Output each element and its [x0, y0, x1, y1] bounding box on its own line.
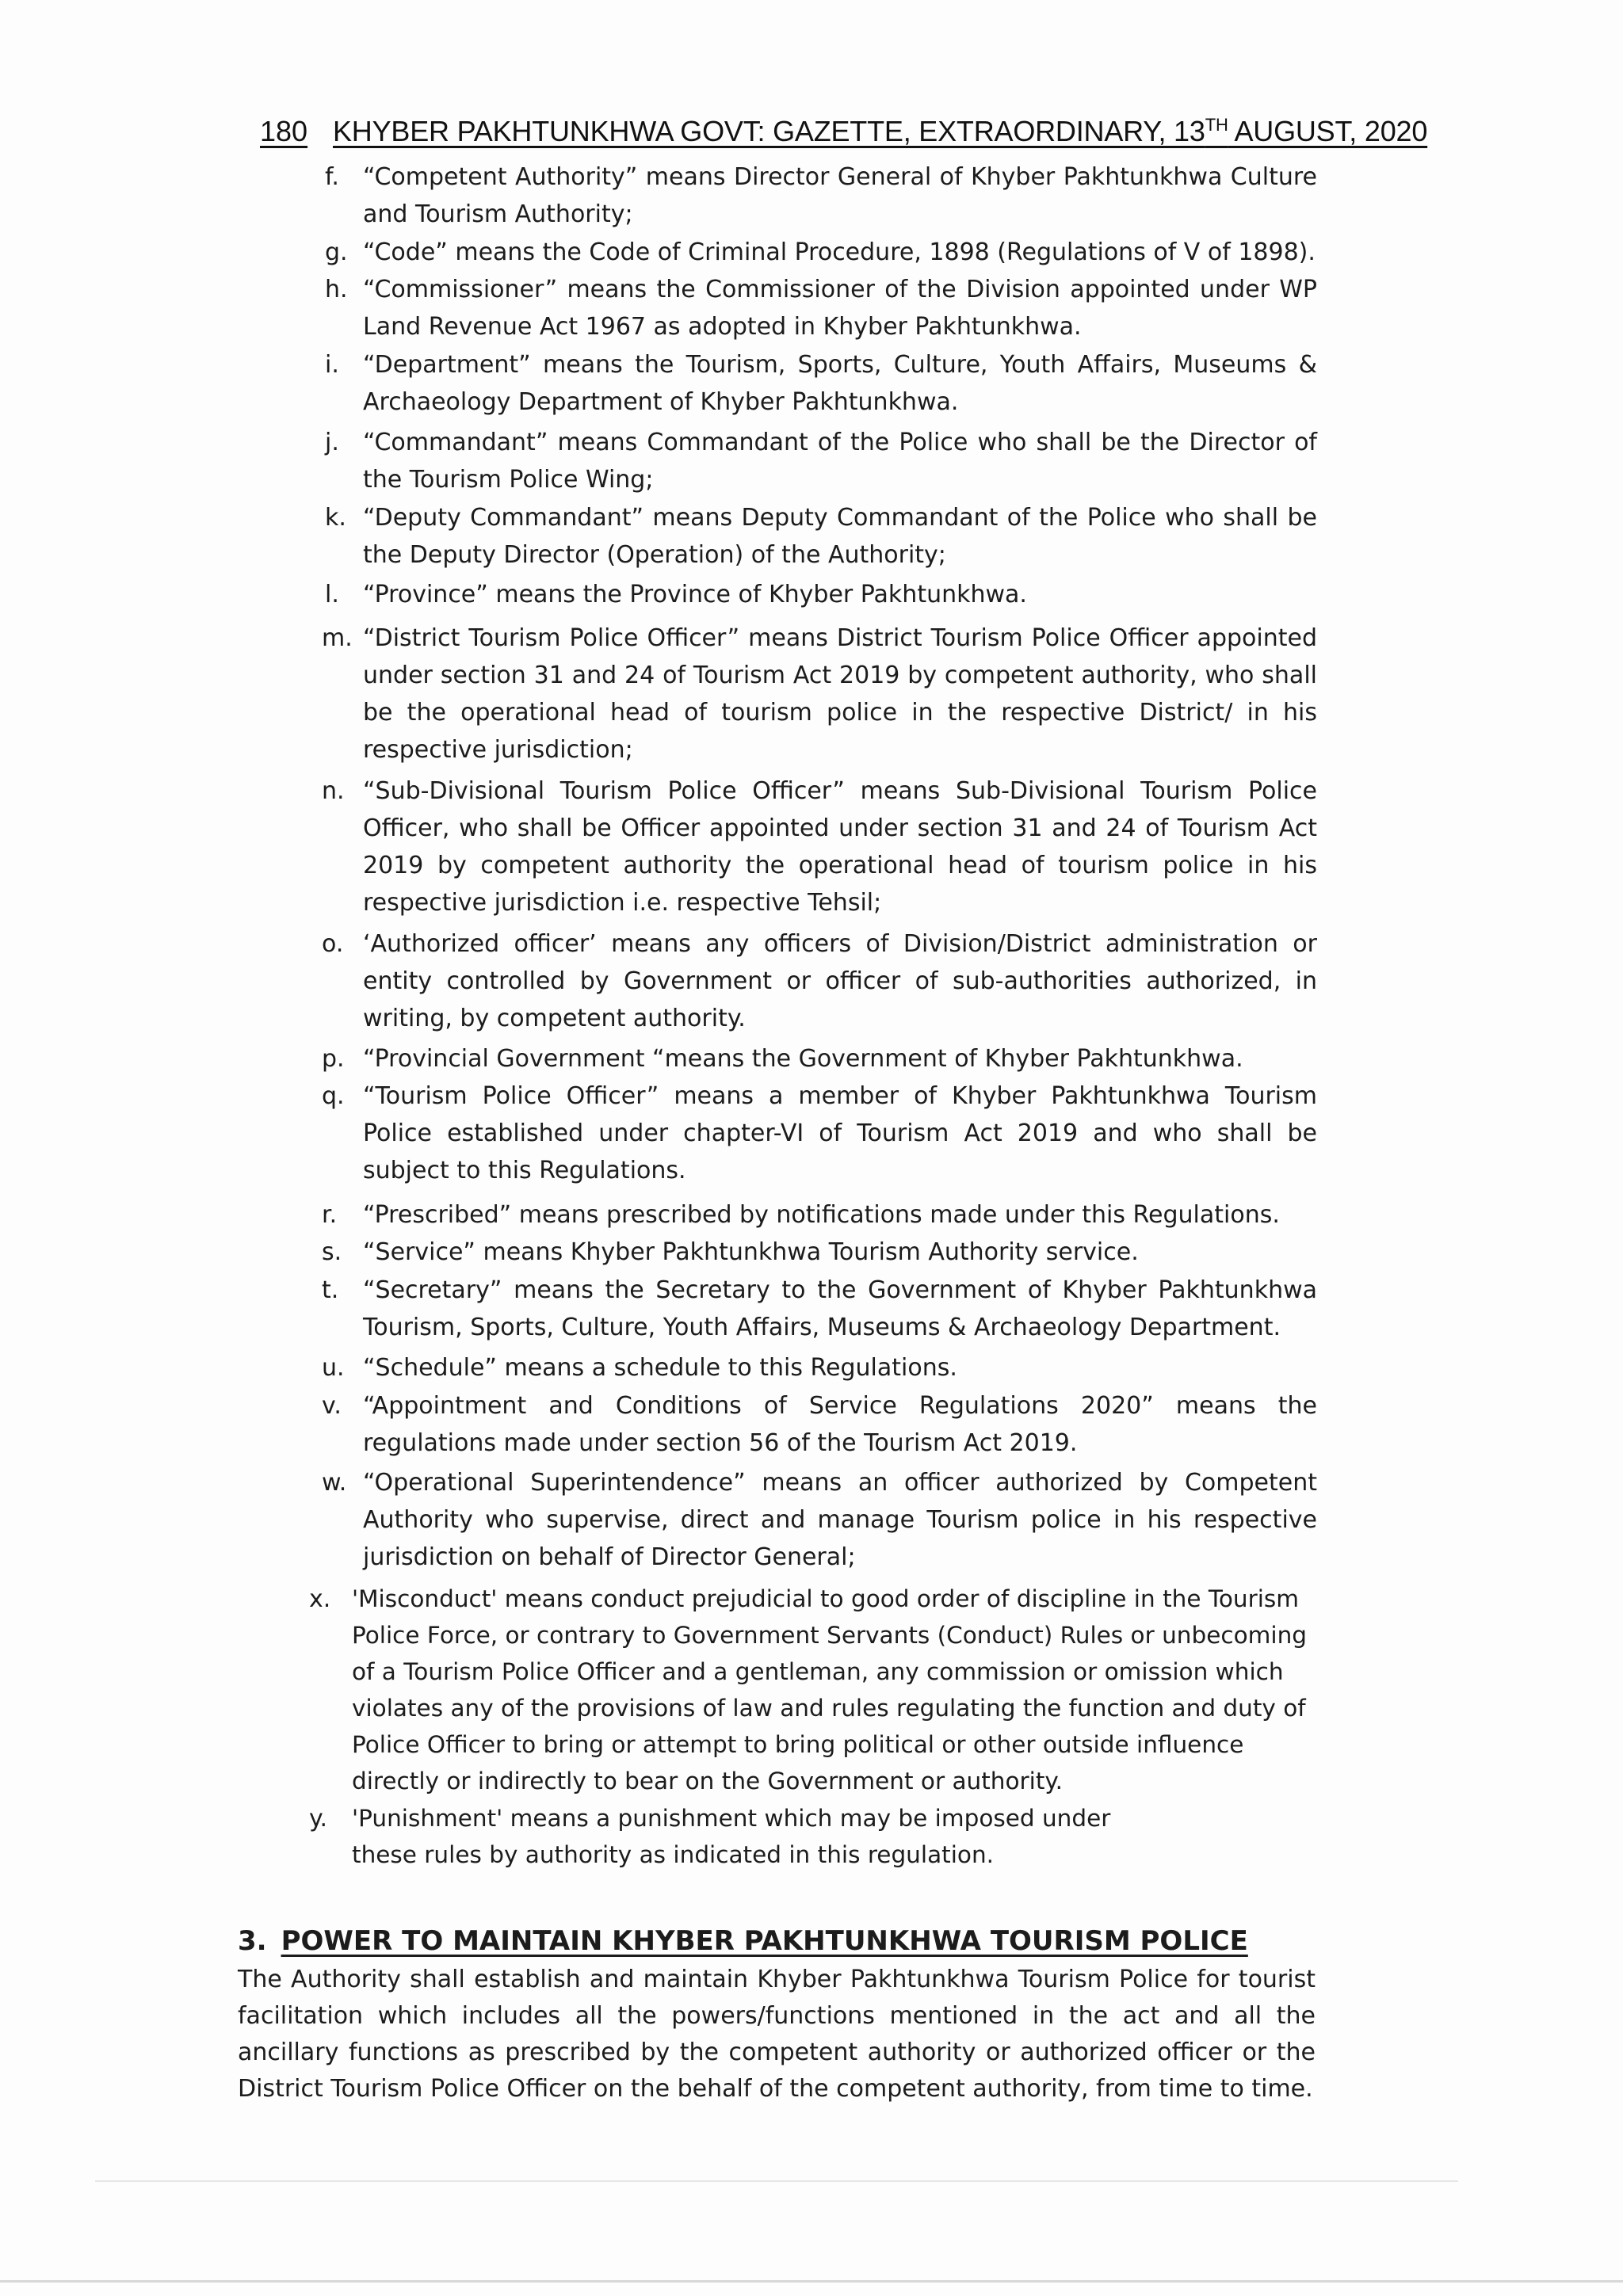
definition-text: 'Punishment' means a punishment which may be imposed under these rules by authority as indicated in this regulation. — [352, 1805, 1111, 1868]
definition-item — [322, 772, 1317, 921]
definition-item — [325, 499, 1317, 574]
gazette-title-sup: TH — [1205, 115, 1228, 135]
definition-letter: m. — [322, 624, 353, 652]
definition-item — [322, 925, 1317, 1037]
definition-letter: s. — [322, 1238, 342, 1266]
gazette-title-end: AUGUST, 2020 — [1228, 115, 1428, 147]
definition-text: “District Tourism Police Officer” means District Tourism Police Officer appointed under section 31 and 24 of Tourism Act 2019 by competent authority, who shall be the operational head of tourism police in the respective District/ in his respective jurisdiction; — [363, 624, 1317, 764]
definition-item — [325, 271, 1317, 345]
scan-artifact-line — [95, 2180, 1458, 2182]
definition-item — [325, 576, 1317, 613]
definition-letter: l. — [325, 581, 339, 608]
definition-text: “Commissioner” means the Commissioner of the Division appointed under WP Land Revenue Act 1967 as adopted in Khyber Pakhtunkhwa. — [363, 276, 1317, 341]
definition-item — [322, 620, 1317, 769]
definition-letter: k. — [325, 504, 346, 532]
definition-letter: q. — [322, 1082, 345, 1110]
definition-text: “Department” means the Tourism, Sports, Culture, Youth Affairs, Museums & Archaeology Department of Khyber Pakhtunkhwa. — [363, 351, 1317, 416]
section-number: 3. — [238, 1925, 267, 1957]
definition-text: “Province” means the Province of Khyber Pakhtunkhwa. — [363, 581, 1027, 608]
definition-item — [322, 1040, 1317, 1077]
definition-text: “Appointment and Conditions of Service Regulations 2020” means the regulations made under section 56 of the Tourism Act 2019. — [363, 1392, 1317, 1457]
gazette-title — [333, 109, 1427, 154]
section-title — [238, 1920, 1316, 1962]
definition-item — [309, 1800, 1316, 1873]
definition-letter: t. — [322, 1276, 339, 1304]
definition-text: ‘Authorized officer’ means any officers of Division/District administration or entity controlled by Government or officer of sub-authorities authorized, in writing, by competent authority. — [363, 930, 1317, 1032]
section-3 — [238, 1920, 1316, 2107]
definition-item — [322, 1464, 1317, 1576]
definition-letter: y. — [309, 1805, 328, 1833]
definition-letter: h. — [325, 276, 348, 303]
section-title-text: POWER TO MAINTAIN KHYBER PAKHTUNKHWA TOURISM POLICE — [281, 1925, 1248, 1957]
page-number: 180 — [260, 115, 308, 147]
definition-letter: j. — [325, 429, 339, 456]
definition-item — [325, 234, 1317, 271]
definition-item — [325, 346, 1317, 421]
definition-text: “Provincial Government “means the Government of Khyber Pakhtunkhwa. — [363, 1045, 1243, 1073]
definition-text: “Schedule” means a schedule to this Regulations. — [363, 1354, 957, 1382]
definition-letter: i. — [325, 351, 339, 379]
definition-letter: o. — [322, 930, 344, 958]
definition-item — [322, 1234, 1317, 1271]
definition-text: “Deputy Commandant” means Deputy Commandant of the Police who shall be the Deputy Director (Operation) of the Authority; — [363, 504, 1317, 569]
definition-item — [325, 158, 1317, 233]
definition-letter: x. — [309, 1585, 331, 1613]
definition-letter: n. — [322, 777, 345, 805]
definition-text: 'Misconduct' means conduct prejudicial to good order of discipline in the Tourism Police Force, or contrary to Government Servants (Conduct) Rules or unbecoming of a Tourism Police Officer and a gentleman, any commission or omission which violates any of the provisions of law and rules regulating the function and duty of Police Officer to bring or attempt to bring political or other outside influence directly or indirectly to bear on the Government or authority. — [352, 1585, 1307, 1794]
scan-artifact-edge — [0, 2280, 1623, 2283]
definition-letter: f. — [325, 163, 339, 191]
gazette-title-main: KHYBER PAKHTUNKHWA GOVT: GAZETTE, EXTRAORDINARY, 13 — [333, 115, 1205, 147]
definition-letter: p. — [322, 1045, 345, 1073]
definition-item — [322, 1387, 1317, 1462]
definition-letter: v. — [322, 1392, 342, 1420]
definition-item — [309, 1581, 1316, 1799]
definition-text: “Commandant” means Commandant of the Police who shall be the Director of the Tourism Police Wing; — [363, 429, 1317, 494]
definition-text: “Prescribed” means prescribed by notifications made under this Regulations. — [363, 1201, 1280, 1229]
definition-item — [322, 1077, 1317, 1189]
page-header — [260, 109, 1428, 154]
section-body: The Authority shall establish and maintain Khyber Pakhtunkhwa Tourism Police for tourist facilitation which includes all the powers/functions mentioned in the act and all the ancillary functions as prescribed by the competent authority or authorized officer or the District Tourism Police Officer on the behalf of the competent authority, from time to time. — [238, 1966, 1316, 2103]
definition-letter: g. — [325, 238, 348, 266]
definition-text: “Operational Superintendence” means an officer authorized by Competent Authority who supervise, direct and manage Tourism police in his respective jurisdiction on behalf of Director General; — [363, 1469, 1317, 1571]
definition-letter: u. — [322, 1354, 345, 1382]
definition-text: “Service” means Khyber Pakhtunkhwa Tourism Authority service. — [363, 1238, 1139, 1266]
definition-item — [325, 424, 1317, 498]
definition-text: “Secretary” means the Secretary to the Government of Khyber Pakhtunkhwa Tourism, Sports, Culture, Youth Affairs, Museums & Archaeology Department. — [363, 1276, 1317, 1341]
definition-letter: r. — [322, 1201, 338, 1229]
definition-text: “Sub-Divisional Tourism Police Officer” means Sub-Divisional Tourism Police Officer, who shall be Officer appointed under section 31 and 24 of Tourism Act 2019 by competent authority the operational head of tourism police in his respective jurisdiction i.e. respective Tehsil; — [363, 777, 1317, 917]
definition-text: “Code” means the Code of Criminal Procedure, 1898 (Regulations of V of 1898). — [363, 238, 1316, 266]
definition-item — [322, 1196, 1317, 1234]
definition-item — [322, 1349, 1317, 1386]
definition-text: “Tourism Police Officer” means a member of Khyber Pakhtunkhwa Tourism Police established under chapter-VI of Tourism Act 2019 and who shall be subject to this Regulations. — [363, 1082, 1317, 1184]
definition-item — [322, 1272, 1317, 1346]
definition-text: “Competent Authority” means Director General of Khyber Pakhtunkhwa Culture and Tourism Authority; — [363, 163, 1317, 228]
definition-letter: w. — [322, 1469, 347, 1497]
